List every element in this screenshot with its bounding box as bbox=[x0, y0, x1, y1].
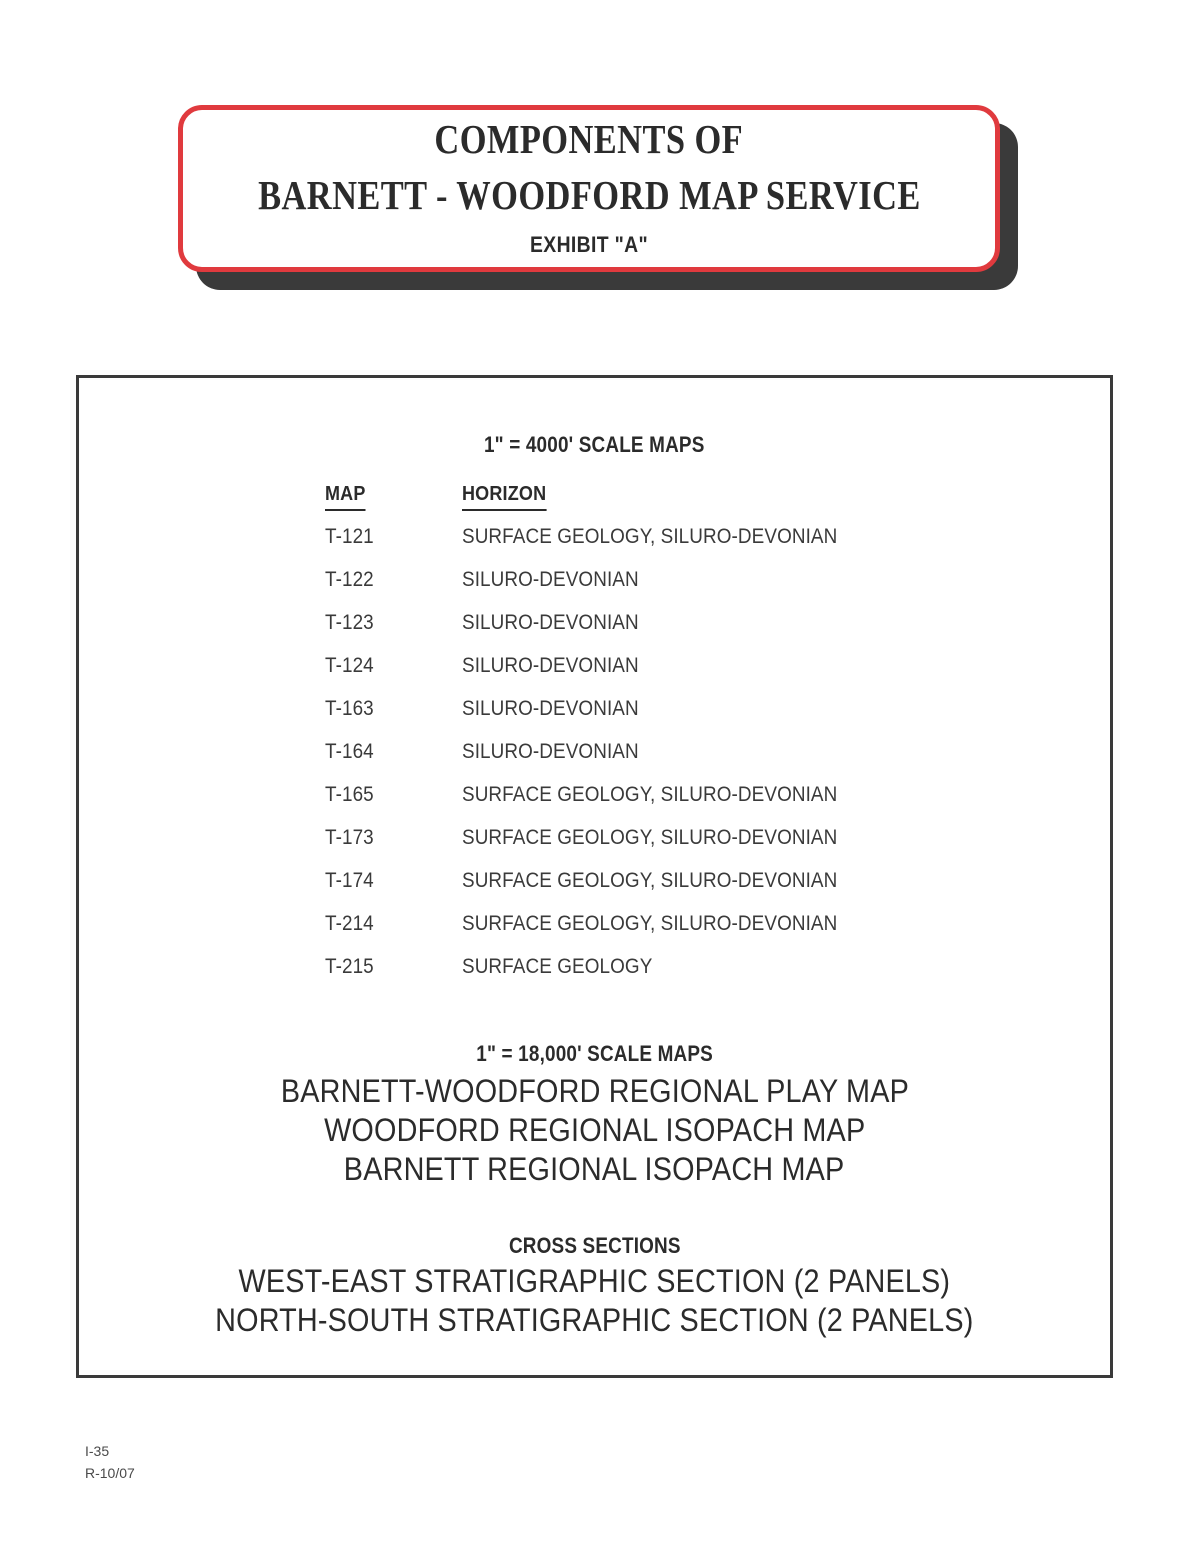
list-item bbox=[79, 1301, 1110, 1340]
cell-map-text: T-124 bbox=[325, 654, 374, 677]
cell-map bbox=[325, 568, 462, 592]
title-banner-container bbox=[178, 105, 1000, 272]
cell-horizon-text: SILURO-DEVONIAN bbox=[462, 611, 639, 634]
cell-map bbox=[325, 912, 462, 936]
column-header-horizon bbox=[462, 483, 1025, 511]
list-item bbox=[79, 1111, 1110, 1150]
footer-document-code: I-35 bbox=[85, 1443, 110, 1459]
cell-horizon bbox=[462, 525, 1025, 549]
cell-horizon bbox=[462, 869, 1025, 893]
heading-cross-sections bbox=[79, 1233, 1110, 1259]
cell-map bbox=[325, 611, 462, 635]
cell-horizon-text: SURFACE GEOLOGY, SILURO-DEVONIAN bbox=[462, 783, 838, 806]
cell-map bbox=[325, 869, 462, 893]
cross-sections-list bbox=[79, 1262, 1110, 1340]
list-item-text: WEST-EAST STRATIGRAPHIC SECTION (2 PANELS) bbox=[238, 1263, 951, 1299]
cell-map bbox=[325, 654, 462, 678]
cell-horizon bbox=[462, 912, 1025, 936]
table-row bbox=[325, 697, 1025, 740]
cell-map-text: T-122 bbox=[325, 568, 374, 591]
cell-map-text: T-174 bbox=[325, 869, 374, 892]
map-horizon-table bbox=[325, 483, 1025, 998]
cell-horizon bbox=[462, 568, 1025, 592]
content-box bbox=[76, 375, 1113, 1378]
cell-map-text: T-123 bbox=[325, 611, 374, 634]
cell-map-text: T-165 bbox=[325, 783, 374, 806]
footer bbox=[85, 1440, 135, 1484]
cell-map-text: T-163 bbox=[325, 697, 374, 720]
cell-horizon-text: SURFACE GEOLOGY bbox=[462, 955, 653, 978]
cell-map bbox=[325, 783, 462, 807]
cell-map-text: T-164 bbox=[325, 740, 374, 763]
cell-map bbox=[325, 740, 462, 764]
cell-horizon bbox=[462, 826, 1025, 850]
cell-map-text: T-215 bbox=[325, 955, 374, 978]
table-row bbox=[325, 568, 1025, 611]
list-item-text: BARNETT-WOODFORD REGIONAL PLAY MAP bbox=[280, 1073, 909, 1109]
list-item bbox=[79, 1150, 1110, 1189]
cell-horizon-text: SILURO-DEVONIAN bbox=[462, 740, 639, 763]
table-row bbox=[325, 783, 1025, 826]
page-subtitle-exhibit: EXHIBIT "A" bbox=[530, 232, 648, 257]
cell-map bbox=[325, 525, 462, 549]
cell-horizon bbox=[462, 654, 1025, 678]
cell-horizon-text: SURFACE GEOLOGY, SILURO-DEVONIAN bbox=[462, 869, 838, 892]
heading-scale-4000 bbox=[79, 432, 1110, 458]
cell-horizon-text: SILURO-DEVONIAN bbox=[462, 654, 639, 677]
cell-map bbox=[325, 697, 462, 721]
cell-horizon-text: SURFACE GEOLOGY, SILURO-DEVONIAN bbox=[462, 912, 838, 935]
table-header-row bbox=[325, 483, 1025, 511]
regional-maps-list bbox=[79, 1072, 1110, 1189]
table-row bbox=[325, 869, 1025, 912]
cell-horizon bbox=[462, 955, 1025, 979]
list-item bbox=[79, 1262, 1110, 1301]
cell-horizon bbox=[462, 697, 1025, 721]
column-header-map bbox=[325, 483, 462, 511]
page-title-line-1: COMPONENTS OF bbox=[434, 116, 744, 162]
cell-horizon-text: SILURO-DEVONIAN bbox=[462, 568, 639, 591]
list-item-text: WOODFORD REGIONAL ISOPACH MAP bbox=[323, 1112, 866, 1148]
table-row bbox=[325, 826, 1025, 869]
heading-cross-sections-text: CROSS SECTIONS bbox=[508, 1233, 681, 1258]
heading-scale-18000 bbox=[79, 1041, 1110, 1067]
title-banner bbox=[178, 105, 1000, 272]
cell-horizon bbox=[462, 740, 1025, 764]
cell-horizon bbox=[462, 611, 1025, 635]
cell-map bbox=[325, 826, 462, 850]
cell-map-text: T-121 bbox=[325, 525, 374, 548]
list-item-text: BARNETT REGIONAL ISOPACH MAP bbox=[344, 1151, 845, 1187]
column-header-horizon-text: HORIZON bbox=[462, 483, 546, 511]
cell-map-text: T-173 bbox=[325, 826, 374, 849]
page-title-line-2: BARNETT - WOODFORD MAP SERVICE bbox=[257, 172, 921, 218]
list-item-text: NORTH-SOUTH STRATIGRAPHIC SECTION (2 PANELS) bbox=[215, 1302, 974, 1338]
column-header-map-text: MAP bbox=[325, 483, 366, 511]
heading-scale-4000-text: 1" = 4000' SCALE MAPS bbox=[484, 432, 705, 457]
table-row bbox=[325, 611, 1025, 654]
cell-horizon-text: SURFACE GEOLOGY, SILURO-DEVONIAN bbox=[462, 525, 838, 548]
cell-horizon-text: SURFACE GEOLOGY, SILURO-DEVONIAN bbox=[462, 826, 838, 849]
table-row bbox=[325, 740, 1025, 783]
cell-map-text: T-214 bbox=[325, 912, 374, 935]
heading-scale-18000-text: 1" = 18,000' SCALE MAPS bbox=[476, 1041, 713, 1066]
cell-map bbox=[325, 955, 462, 979]
cell-horizon bbox=[462, 783, 1025, 807]
table-row bbox=[325, 654, 1025, 697]
table-row bbox=[325, 955, 1025, 998]
footer-revision-date: R-10/07 bbox=[85, 1465, 135, 1481]
cell-horizon-text: SILURO-DEVONIAN bbox=[462, 697, 639, 720]
list-item bbox=[79, 1072, 1110, 1111]
table-row bbox=[325, 912, 1025, 955]
table-row bbox=[325, 525, 1025, 568]
